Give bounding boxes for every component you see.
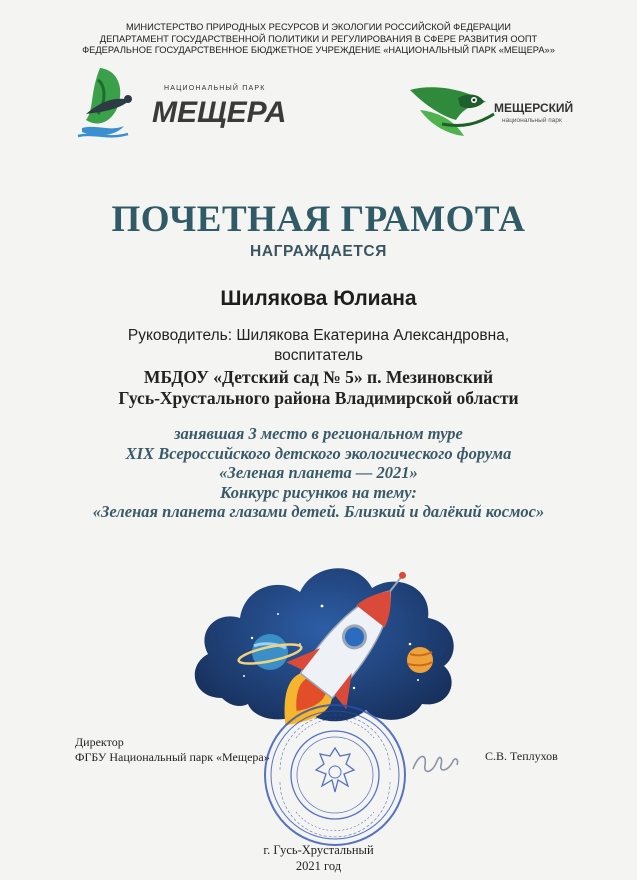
signature-block: [75, 735, 270, 765]
supervisor-block: [0, 326, 637, 366]
ministry-header: [0, 22, 637, 57]
signer-name: С.В. Теплухов: [485, 749, 558, 763]
award-line-2: XIX Всероссийского детского экологического форума: [125, 443, 512, 463]
signer-organization: ФГБУ Национальный парк «Мещера»: [75, 750, 270, 764]
owl-emblem-icon: [410, 87, 494, 136]
mescherskiy-park-logo: [402, 80, 592, 142]
award-line-4: Конкурс рисунков на тему:: [220, 482, 417, 502]
header-line-2: ДЕПАРТАМЕНТ ГОСУДАРСТВЕННОЙ ПОЛИТИКИ И РЕГУЛИРОВАНИЯ В СФЕРЕ РАЗВИТИЯ ООПТ: [99, 33, 538, 44]
header-line-1: МИНИСТЕРСТВО ПРИРОДНЫХ РЕСУРСОВ И ЭКОЛОГИИ РОССИЙСКОЙ ФЕДЕРАЦИИ: [126, 22, 511, 32]
award-line-5: «Зеленая планета глазами детей. Близкий и далёкий космос»: [92, 502, 545, 521]
organization-line-2: Гусь-Хрустального района Владимирской области: [118, 388, 519, 408]
award-block: [0, 424, 637, 522]
official-seal-icon: [260, 700, 410, 850]
year: 2021 год: [295, 859, 342, 873]
supervisor-line-1: Руководитель: Шилякова Екатерина Александровна,: [127, 327, 510, 344]
certificate-subtitle: НАГРАЖДАЕТСЯ: [250, 243, 387, 260]
orange-planet-icon: [407, 647, 433, 673]
award-line-3: «Зеленая планета — 2021»: [219, 463, 418, 482]
organization-line-1: МБДОУ «Детский сад № 5» п. Мезиновский: [143, 367, 494, 387]
award-line-1: занявшая 3 место в региональном туре: [174, 424, 463, 443]
logo-left-big-text: МЕЩЕРА: [152, 96, 287, 129]
signer-role: Директор: [75, 735, 124, 749]
logo-left-small-text: НАЦИОНАЛЬНЫЙ ПАРК: [164, 85, 266, 92]
place-and-date: [0, 842, 637, 874]
organization-block: [0, 367, 637, 409]
logo-right-small-text: национальный парк: [502, 117, 562, 124]
logo-right-big-text: МЕЩЕРСКИЙ: [494, 101, 574, 115]
header-line-3: ФЕДЕРАЛЬНОЕ ГОСУДАРСТВЕННОЕ БЮДЖЕТНОЕ УЧРЕЖДЕНИЕ «НАЦИОНАЛЬНЫЙ ПАРК «МЕЩЕРА»»: [82, 45, 555, 55]
meschera-park-logo: [78, 62, 287, 142]
supervisor-line-2: воспитатель: [274, 347, 363, 364]
city: г. Гусь-Хрустальный: [263, 843, 374, 857]
meschera-emblem-icon: [78, 68, 132, 136]
certificate-title: ПОЧЕТНАЯ ГРАМОТА: [111, 199, 526, 240]
recipient-name: Шилякова Юлиана: [220, 287, 417, 310]
handwritten-signature-icon: [407, 747, 467, 779]
